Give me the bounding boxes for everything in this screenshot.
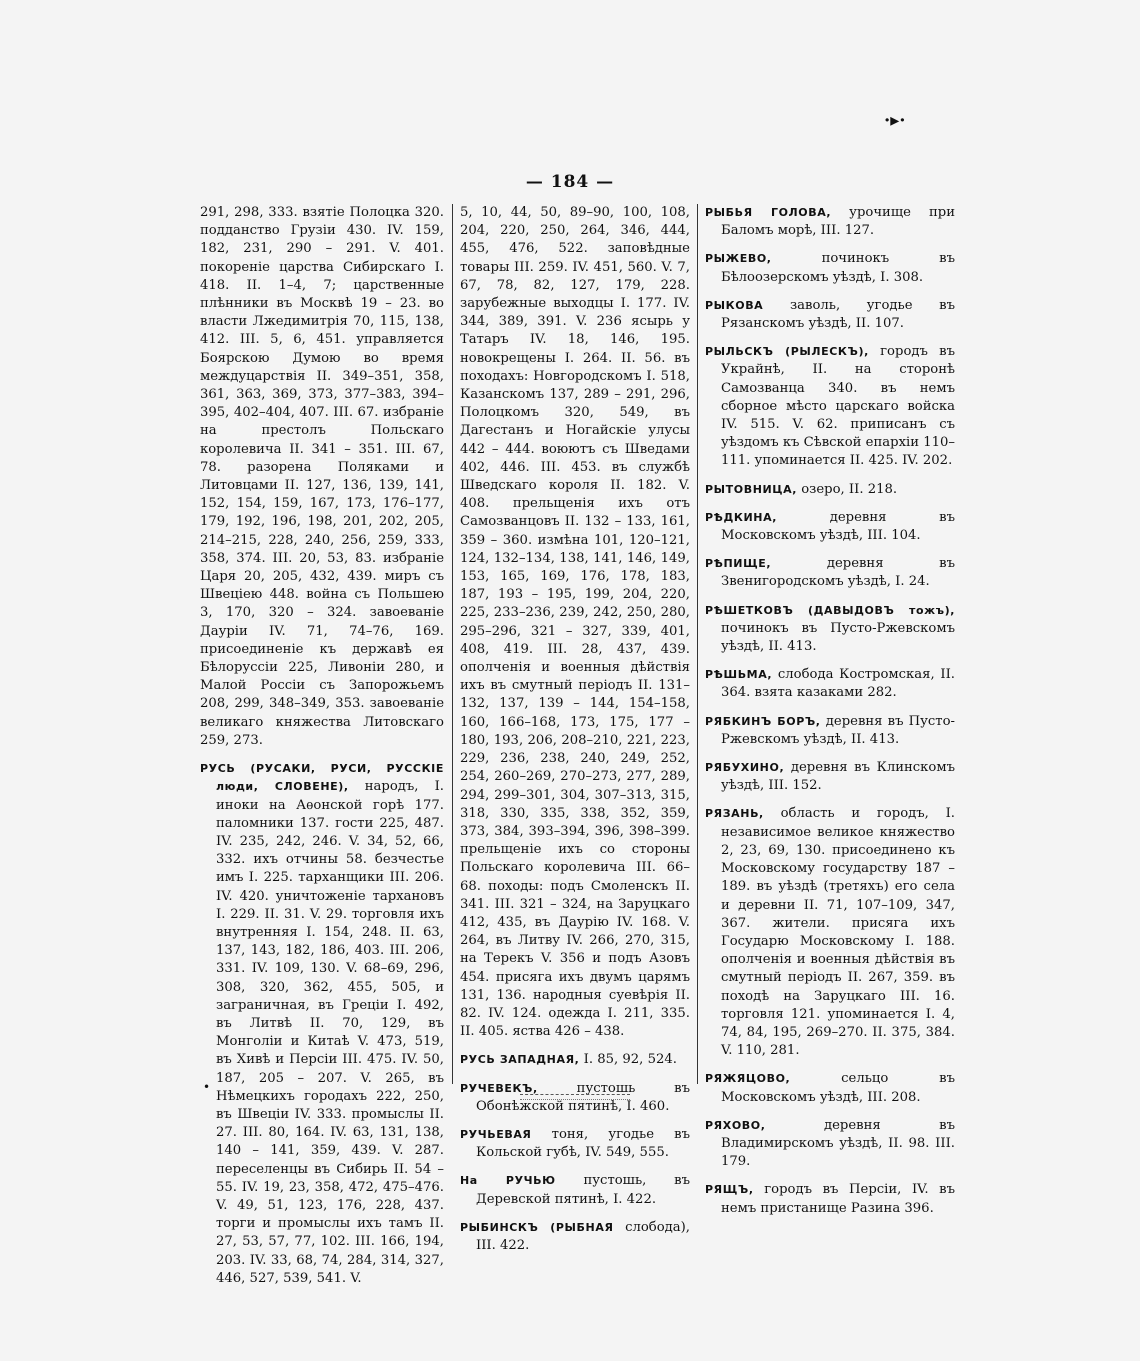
index-entry — [705, 481, 955, 499]
entry-text: пустошь въ Обонѣжской пятинѣ, I. 460. — [476, 1080, 690, 1114]
entry-text: заволь, угодье въ Рязанскомъ уѣздѣ, II. 107. — [721, 297, 955, 332]
entry-text: 291, 298, 333. взятіе Полоцка 320. подданство Грузіи 430. IV. 159, 182, 231, 290 – 291. V. 401. покореніе царства Сибирскаго I. 418. II. 1–4, 7; царственные плѣнники въ Москвѣ 19 – 23. во власти Лжедимитрія 70, 115, 138, 412. III. 5, 6, 451. управляется Боярскою Думою во время междуцарствія II. 349–351, 358, 361, 363, 369, 373, 377–383, 394–395, 402–404, 407. III. 67. избраніе на престолъ Польскаго королевича II. 341 – 351. III. 67, 78. разорена Поляками и Литовцами II. 127, 136, 139, 141, 152, 154, 159, 167, 173, 176–177, 179, 192, 196, 198, 201, 202, 205, 214–215, 228, 240, 256, 259, 333, 358, 374. III. 20, 53, 83. избраніе Царя 20, 205, 432, 439. миръ съ Швеціею 448. война съ Польшею 3, 170, 320 – 324. завоеваніе Дауріи IV. 71, 74–76, 169. присоединеніе къ державѣ ея Бѣлоруссіи 225, Ливоніи 280, и Малой Россіи съ Запорожьемъ 208, 299, 348–349, 353. завоеваніе великаго княжества Литовскаго 259, 273. — [200, 205, 444, 748]
entry-text: починокъ въ Пусто-Ржевскомъ уѣздѣ, II. 413. — [721, 620, 955, 655]
entry-headword: РЫБЬЯ ГОЛОВА, — [705, 206, 832, 219]
entry-text: деревня въ Владимирскомъ уѣздѣ, II. 98. III. 179. — [721, 1117, 955, 1170]
entry-headword: РѢПИЩЕ, — [705, 557, 772, 571]
entry-text: озеро, II. 218. — [797, 481, 898, 497]
entry-text: сельцо въ Московскомъ уѣздѣ, III. 208. — [721, 1071, 955, 1105]
index-entry — [705, 343, 955, 470]
index-entry — [705, 713, 955, 749]
column-divider-1 — [452, 204, 453, 1084]
entry-headword: На РУЧЬЮ — [460, 1174, 556, 1188]
index-entry — [460, 1219, 690, 1255]
entry-text: починокъ въ Бѣлоозерскомъ уѣздѣ, I. 308. — [721, 251, 955, 285]
entry-headword: РЯХОВО, — [705, 1118, 766, 1132]
index-entry — [200, 760, 444, 1288]
index-entry — [460, 204, 690, 1041]
column-divider-2 — [697, 204, 698, 1084]
entry-text: городъ въ Персіи, IV. въ немъ пристанище Разина 396. — [721, 1182, 955, 1216]
entry-headword: РЯЗАНЬ, — [705, 807, 764, 821]
index-column-3 — [705, 204, 955, 1228]
entry-headword: РЫЖЕВО, — [705, 252, 772, 266]
entry-headword: РЯЩЪ, — [705, 1183, 754, 1197]
bottom-ornament — [520, 1094, 630, 1100]
index-entry — [460, 1172, 690, 1208]
entry-headword: РЫБИНСКЪ (РЫБНАЯ — [460, 1220, 614, 1234]
entry-text: деревня въ Московскомъ уѣздѣ, III. 104. — [721, 509, 955, 544]
entry-text: деревня въ Пусто-Ржевскомъ уѣздѣ, II. 413. — [721, 713, 956, 747]
corner-mark: ·▸· — [884, 110, 906, 131]
index-entry — [705, 509, 955, 545]
index-entry — [705, 1070, 955, 1106]
entry-headword: РУСЬ ЗАПАДНАЯ, — [460, 1053, 580, 1067]
entry-text: пустошь, въ Деревской пятинѣ, I. 422. — [476, 1173, 690, 1207]
entry-headword: РѢШЕТКОВЪ (ДАВЫДОВЪ тожъ), — [705, 603, 955, 617]
index-entry — [460, 1126, 690, 1162]
entry-headword: РЫЛЬСКЪ (РЫЛЕСКЪ), — [705, 345, 869, 359]
index-entry — [200, 204, 444, 750]
index-entry — [705, 1117, 955, 1172]
entry-headword: РѢШЬМА, — [705, 668, 773, 682]
entry-text: слобода), III. 422. — [476, 1219, 690, 1253]
entry-text: I. 85, 92, 524. — [579, 1052, 677, 1068]
index-column-2 — [460, 204, 690, 1265]
index-entry — [705, 204, 955, 240]
entry-headword: РѢДКИНА, — [705, 510, 777, 524]
entry-headword: РУЧЬЕВАЯ — [460, 1127, 532, 1141]
index-entry — [705, 602, 955, 657]
index-entry — [705, 1181, 955, 1217]
entry-text: деревня въ Звенигородскомъ уѣздѣ, I. 24. — [721, 556, 955, 590]
index-entry — [705, 297, 955, 333]
index-column-1 — [200, 204, 444, 1298]
index-entry — [460, 1051, 690, 1069]
entry-text: деревня въ Клинскомъ уѣздѣ, III. 152. — [721, 760, 955, 794]
index-entry — [705, 805, 955, 1060]
margin-dot: • — [203, 1080, 211, 1094]
entry-text: слобода Костромская, II. 364. взята казаками 282. — [721, 667, 955, 701]
entry-headword: РЫКОВА — [705, 298, 764, 312]
entry-headword: РЯБКИНЪ БОРЪ, — [705, 714, 821, 728]
index-entry — [705, 666, 955, 702]
entry-text: народъ, I. иноки на Аѳонской горѣ 177. паломники 137. гости 225, 487. IV. 235, 242, 246. V. 34, 52, 66, 332. ихъ отчины 58. безчестье имъ I. 225. тарханщики III. 206. IV. 420. уничтоженіе тархановъ I. 229. II. 31. V. 29. торговля ихъ внутренняя I. 154, 248. II. 63, 137, 143, 182, 186, 403. III. 206, 331. IV. 109, 130. V. 68–69, 296, 308, 320, 362, 455, 505, и заграничная, въ Греціи I. 492, въ Литвѣ II. 70, 129, въ Монголіи и Китаѣ V. 473, 519, въ Хивѣ и Персіи III. 475. IV. 50, 187, 205 – 207. V. 265, въ Нѣмецкихъ городахъ 222, 250, въ Швеціи IV. 333. промыслы II. 27. III. 80, 164. IV. 63, 131, 138, 140 – 141, 359, 439. V. 287. переселенцы въ Сибирь II. 54 – 55. IV. 19, 23, 358, 472, 475–476. V. 49, 51, 123, 176, 228, 437. торги и промыслы ихъ тамъ II. 27, 53, 57, 77, 102. III. 166, 194, 203. IV. 33, 68, 74, 284, 314, 327, 446, 527, 539, 541. V. — [216, 779, 444, 1286]
index-entry — [705, 555, 955, 591]
entry-text: 5, 10, 44, 50, 89–90, 100, 108, 204, 220, 250, 264, 346, 444, 455, 476, 522. заповѣдные товары III. 259. IV. 451, 560. V. 7, 67, 78, 82, 127, 179, 228. зарубежные выходцы I. 177. IV. 344, 389, 391. V. 236 ясырь у Татаръ IV. 18, 146, 195. новокрещены I. 264. II. 56. въ походахъ: Новгородскомъ I. 518, Казанскомъ 137, 289 – 291, 296, Полоцкомъ 320, 549, въ Дагестанъ и Ногайскіе улусы 442 – 444. воюютъ съ Шведами 402, 446. III. 453. въ службѣ Шведскаго короля II. 182. V. 408. прельщенія ихъ отъ Самозванцовъ II. 132 – 133, 161, 359 – 360. измѣна 101, 120–121, 124, 132–134, 138, 141, 146, 149, 153, 165, 169, 176, 178, 183, 187, 193 – 195, 199, 204, 220, 225, 233–236, 239, 242, 250, 280, 295–296, 321 – 327, 339, 401, 408, 419. III. 28, 437, 439. ополченія и военныя дѣйствія ихъ въ смутный періодъ II. 131–132, 137, 139 – 144, 154–158, 160, 166–168, 173, 175, 177 – 180, 193, 206, 208–210, 221, 223, 229, 236, 238, 240, 249, 252, 254, 260–269, 270–273, 277, 289, 294, 299–301, 304, 307–313, 315, 318, 330, 335, 338, 352, 359, 373, 384, 393–394, 396, 398–399. прельщеніе ихъ со стороны Польскаго королевича III. 66–68. походы: подъ Смоленскъ II. 341. III. 321 – 324, на Заруцкаго 412, 435, въ Даурію IV. 168. V. 264, въ Литву IV. 266, 270, 315, на Терекъ V. 356 и подъ Азовъ 454. присяга ихъ двумъ царямъ 131, 136. народныя суевѣрія II. 82. IV. 124. одежда I. 211, 335. II. 405. яства 426 – 438. — [460, 205, 690, 1040]
entry-text: тоня, угодье въ Кольской губѣ, IV. 549, 555. — [476, 1126, 690, 1161]
entry-headword: РУСЬ (РУСАКИ, РУСИ, РУССКІЕ люди, СЛОВЕНЕ), — [200, 762, 444, 794]
entry-headword: РЯЖЯЦОВО, — [705, 1072, 791, 1086]
page-number: — 184 — — [525, 172, 615, 192]
entry-text: область и городъ, I. независимое великое княжество 2, 23, 69, 130. присоединено къ Московскому государству 187 – 189. въ уѣздѣ (третяхъ) его села и деревни II. 71, 107–109, 347, 367. жители. присяга ихъ Государю Московскому I. 188. ополченія и военныя дѣйствія въ смутный періодъ II. 267, 359. въ походѣ на Заруцкаго III. 16. торговля 121. упоминается I. 4, 74, 84, 195, 269–270. II. 375, 384. V. 110, 281. — [721, 806, 955, 1059]
index-entry — [705, 250, 955, 286]
entry-headword: РЫТОВНИЦА, — [705, 482, 798, 496]
entry-headword: РЯБУХИНО, — [705, 761, 785, 775]
entry-text: городъ въ Украйнѣ, II. на сторонѣ Самозванца 340. въ немъ сборное мѣсто царскаго войска IV. 515. V. 62. приписанъ съ уѣздомъ къ Сѣвской епархіи 110–111. упоминается II. 425. IV. 202. — [721, 344, 955, 469]
index-entry — [705, 759, 955, 795]
entry-text: урочище при Баломъ морѣ, III. 127. — [721, 205, 955, 239]
entry-headword: РУЧЕВЕКЪ, — [460, 1081, 538, 1095]
